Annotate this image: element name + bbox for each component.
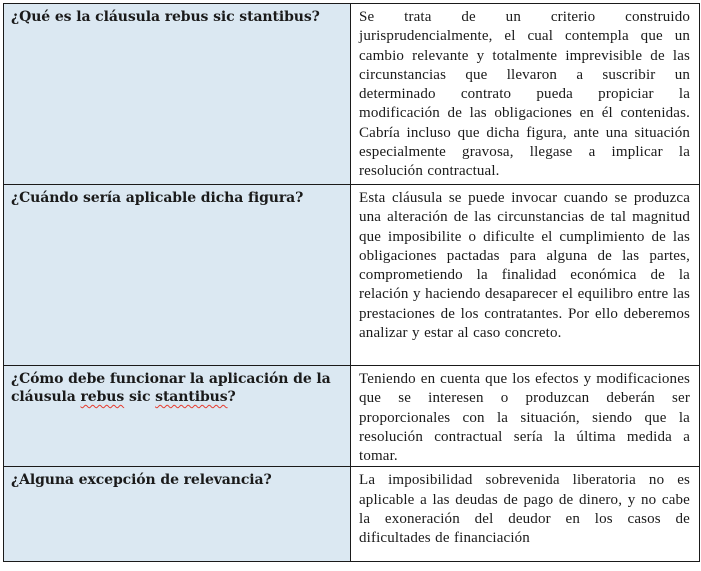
question-suffix: ? (227, 389, 236, 405)
table-row (4, 185, 700, 366)
answer-cell (351, 467, 700, 562)
table-row (4, 4, 700, 185)
question-cell (4, 467, 351, 562)
faq-table (3, 3, 700, 562)
misspelled-word: rebus (80, 389, 125, 405)
question-text (4, 366, 350, 406)
question-cell (4, 185, 351, 366)
question-text: ¿Cuándo sería aplicable dicha figura? (11, 190, 304, 206)
answer-text: La imposibilidad sobrevenida liberatoria no es aplicable a las deudas de pago de dinero, y no cabe la exoneración del deudor en los casos de dificultades de financiación (359, 472, 690, 547)
question-mid: sic (124, 389, 156, 405)
question-text: ¿Alguna excepción de relevancia? (11, 472, 272, 489)
answer-text: Esta cláusula se puede invocar cuando se produzca una alteración de las circunstancias de tal magnitud que imposibilite o dificulte el cumplimiento de las obligaciones pactadas para alguna de las partes, comprometiendo la finalidad económica de la relación y haciendo desaparecer el equilibro entre las prestaciones de los contratantes. Por ello deberemos analizar y estar al caso concreto. (359, 190, 690, 342)
question-prefix: ¿Cómo debe funcionar la aplicación de la cláusula (11, 371, 331, 405)
question-cell (4, 4, 351, 185)
answer-cell (351, 4, 700, 185)
answer-cell (351, 185, 700, 366)
question-text: ¿Qué es la cláusula rebus sic stantibus? (11, 9, 320, 25)
table-row (4, 366, 700, 467)
misspelled-word: stantibus (155, 389, 228, 405)
answer-text: Teniendo en cuenta que los efectos y modificaciones que se interesen o produzcan deberán ser proporcionales con la situación, siendo que la resolución contractual sería la última medida a tomar. (359, 371, 690, 465)
answer-cell (351, 366, 700, 467)
answer-text: Se trata de un criterio construido jurisprudencialmente, el cual contempla que un cambio relevante y totalmente imprevisible de las circunstancias que llevaron a suscribir un determinado contrato pueda propiciar la modificación de las obligaciones en él contenidas. Cabría incluso que dicha figura, ante una situación especialmente gravosa, llegase a implicar la resolución contractual. (359, 9, 690, 180)
question-cell (4, 366, 351, 467)
table-row (4, 467, 700, 562)
